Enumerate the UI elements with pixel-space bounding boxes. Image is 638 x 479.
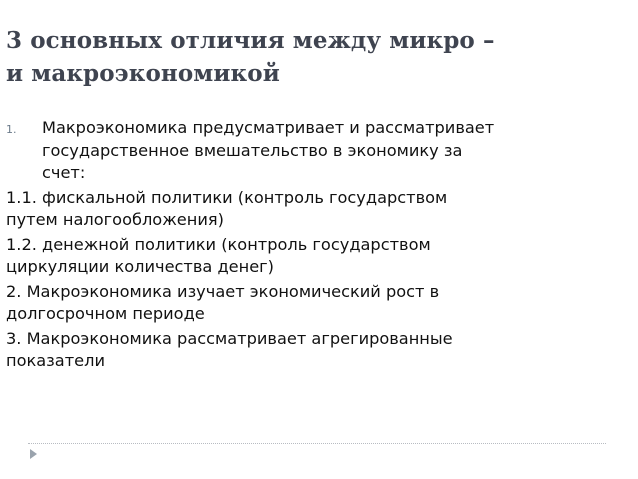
- list-item-1-1: [6, 187, 606, 232]
- list-item-1-2: [6, 234, 606, 279]
- list-item-line: Макроэкономика предусматривает и рассматривает: [42, 118, 495, 137]
- list-item-line: долгосрочном периоде: [6, 304, 205, 323]
- list-item-line: показатели: [6, 351, 105, 370]
- footer-divider: [28, 443, 606, 444]
- slide-title: [6, 24, 606, 90]
- list-item-1: [6, 117, 606, 185]
- title-line-2: и макроэкономикой: [6, 60, 280, 87]
- content-list: [6, 117, 606, 375]
- list-item-line: государственное вмешательство в экономику за: [42, 140, 463, 160]
- list-number: 1.: [6, 123, 17, 136]
- list-item-line: 1.1. фискальной политики (контроль государством: [6, 187, 448, 207]
- list-item-3: [6, 328, 606, 373]
- list-item-line: 2. Макроэкономика изучает экономический рост в: [6, 281, 440, 301]
- title-line-1: 3 основных отличия между микро –: [6, 27, 495, 54]
- list-item-line: циркуляции количества денег): [6, 257, 274, 276]
- list-item-line: 3. Макроэкономика рассматривает агрегированные: [6, 328, 453, 348]
- triangle-right-icon: [30, 449, 37, 459]
- list-item-2: [6, 281, 606, 326]
- list-item-line: 1.2. денежной политики (контроль государством: [6, 234, 431, 254]
- list-item-line: счет:: [42, 163, 86, 182]
- list-item-line: путем налогообложения): [6, 210, 224, 229]
